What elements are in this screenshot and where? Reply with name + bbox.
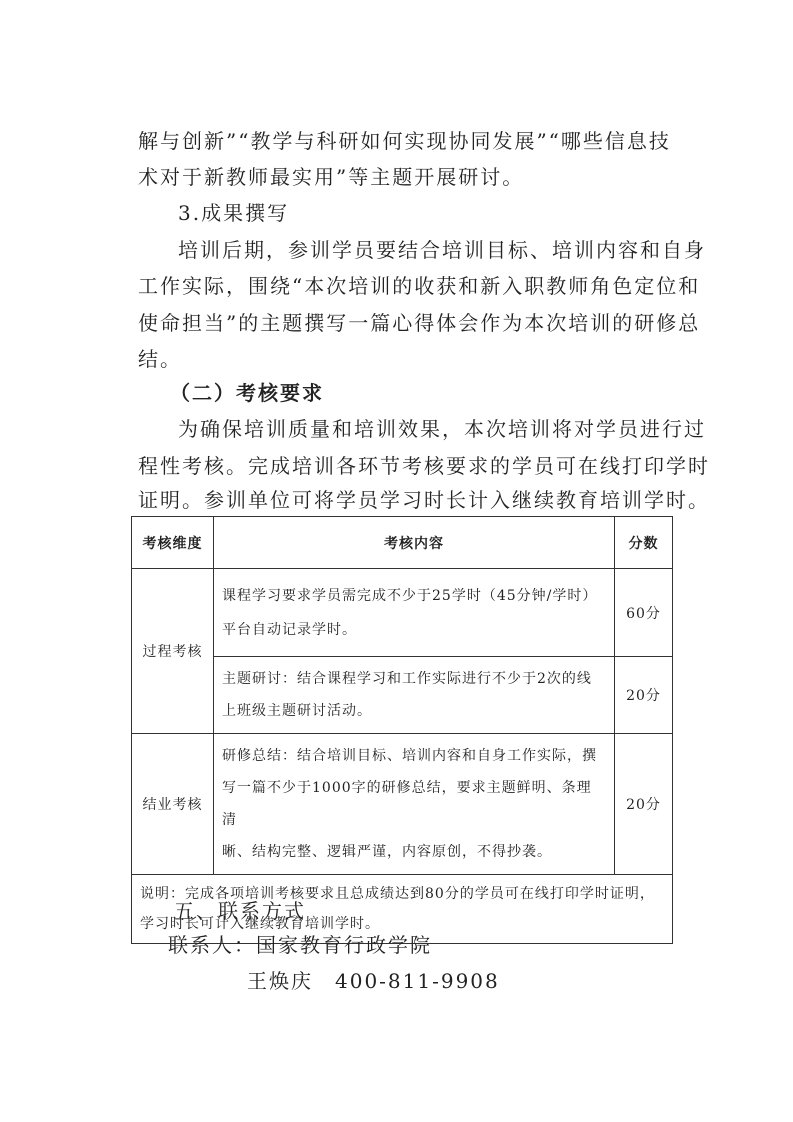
table-row: [132, 657, 673, 734]
paragraph-line: 程性考核。完成培训各环节考核要求的学员可在线打印学时: [138, 454, 710, 478]
paragraph-line: 使命担当”的主题撰写一篇心得体会作为本次培训的研修总: [138, 311, 701, 335]
content-line: 写一篇不少于1000字的研修总结，要求主题鲜明、条理清: [222, 780, 592, 828]
dimension-completion: 结业考核: [132, 734, 214, 875]
paragraph-line: 术对于新教师最实用”等主题开展研讨。: [138, 165, 525, 189]
content-topic-discussion: [214, 657, 615, 734]
table-row: [132, 569, 673, 657]
content-summary: [214, 734, 615, 875]
sub-heading: （二）考核要求: [170, 381, 324, 405]
content-line: 上班级主题研讨活动。: [222, 703, 372, 719]
score-course-study: 60分: [615, 569, 673, 657]
paragraph-line: 证明。参训单位可将学员学习时长计入继续教育培训学时。: [138, 488, 710, 512]
content-course-study: [214, 569, 615, 657]
score-summary: 20分: [615, 734, 673, 875]
section-heading-3: 3.成果撰写: [178, 201, 290, 225]
content-line: 主题研讨：结合课程学习和工作实际进行不少于2次的线: [222, 671, 592, 687]
paragraph-line: 解与创新”“教学与科研如何实现协同发展”“哪些信息技: [138, 129, 671, 153]
content-line: 平台自动记录学时。: [222, 621, 357, 638]
paragraph-line: 结。: [138, 347, 182, 371]
table-row: [132, 734, 673, 875]
note-line: 学习时长可计入继续教育培训学时。: [140, 916, 380, 932]
note-line: 说明：完成各项培训考核要求且总成绩达到80分的学员可在线打印学时证明，: [140, 886, 655, 902]
table-header-row: [132, 517, 673, 569]
section-heading-contact: 五、联系方式: [174, 899, 306, 923]
header-content: 考核内容: [214, 517, 615, 569]
content-line: 晰、结构完整、逻辑严谨，内容原创，不得抄袭。: [222, 844, 552, 860]
score-topic-discussion: 20分: [615, 657, 673, 734]
paragraph-line: 培训后期，参训学员要结合培训目标、培训内容和自身: [178, 238, 706, 262]
header-score: 分数: [615, 517, 673, 569]
content-line: 课程学习要求学员需完成不少于25学时（45分钟/学时）: [222, 587, 598, 604]
assessment-table: [131, 516, 673, 944]
contact-line: 王焕庆 400-811-9908: [247, 969, 500, 993]
content-line: 研修总结：结合培训目标、培训内容和自身工作实际，撰: [222, 748, 597, 764]
dimension-process: 过程考核: [132, 569, 214, 734]
contact-line: 联系人：国家教育行政学院: [168, 933, 432, 957]
paragraph-line: 工作实际，围绕“本次培训的收获和新入职教师角色定位和: [138, 274, 701, 298]
header-dimension: 考核维度: [132, 517, 214, 569]
paragraph-line: 为确保培训质量和培训效果，本次培训将对学员进行过: [178, 417, 706, 441]
